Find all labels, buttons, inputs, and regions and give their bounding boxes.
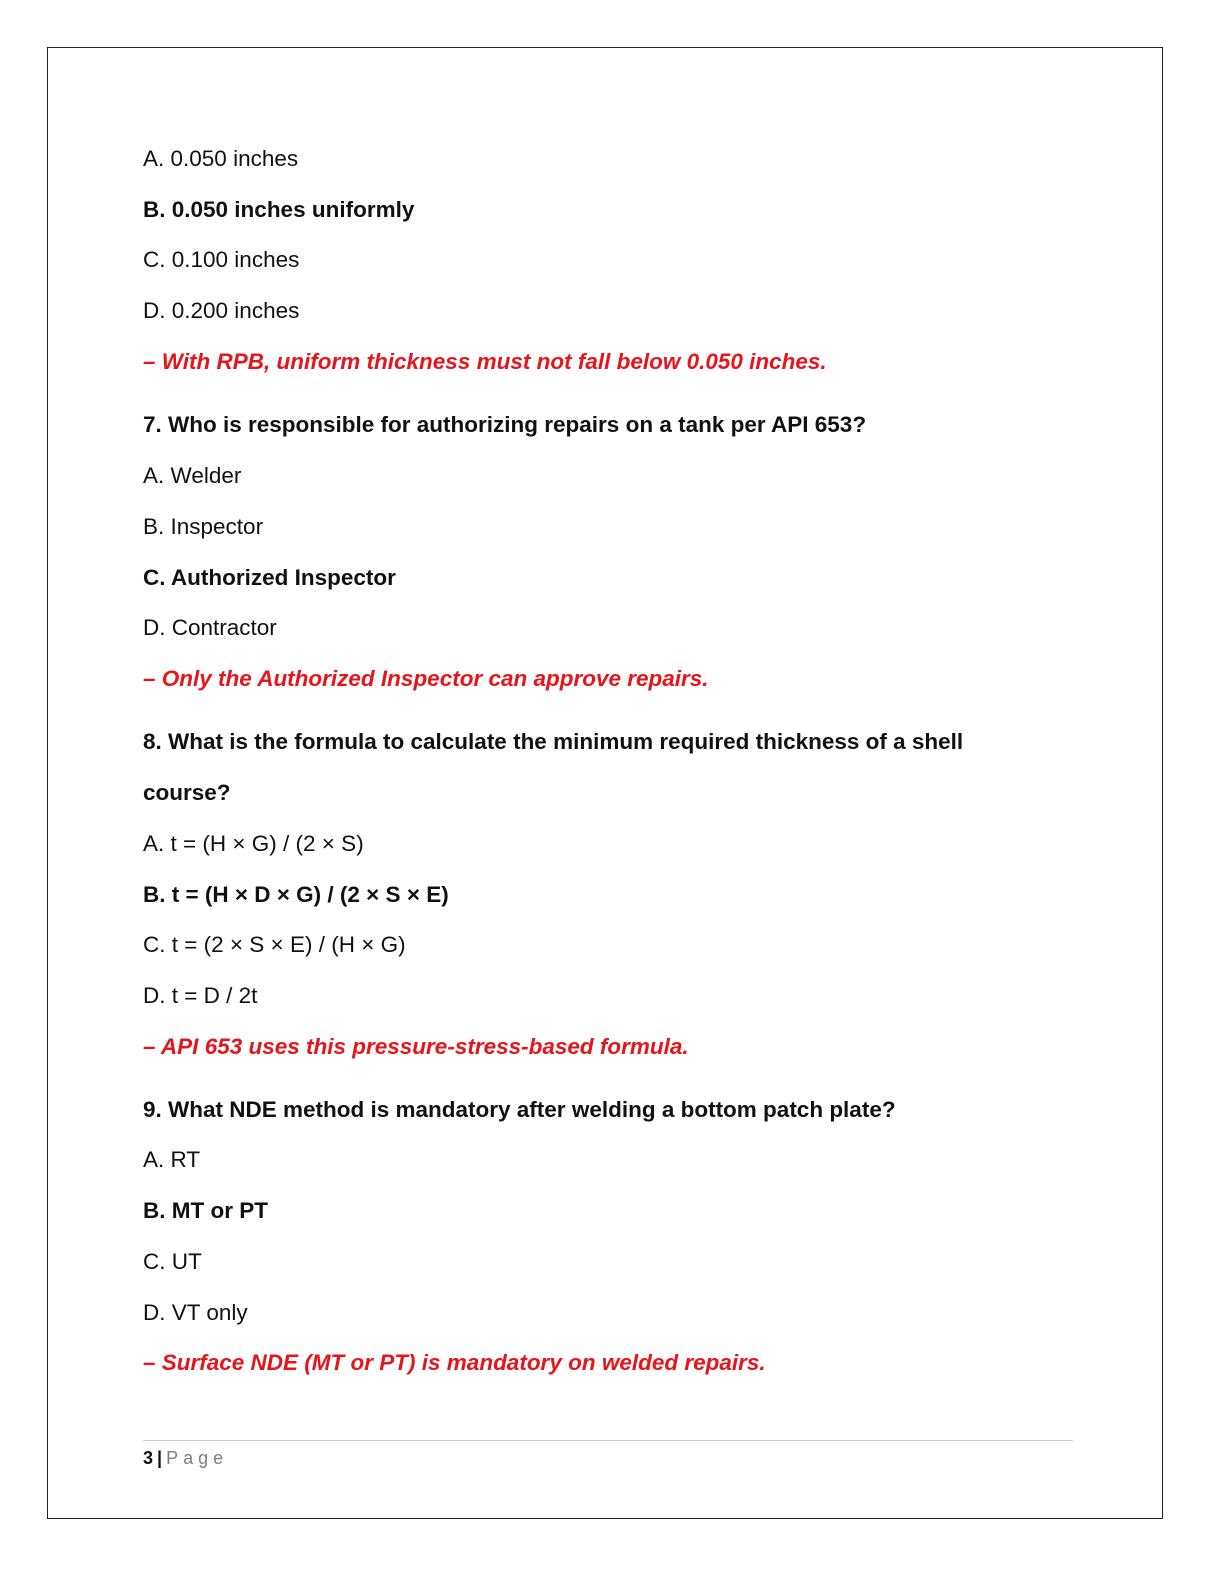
- q9-option-b-correct: B. MT or PT: [143, 1198, 268, 1223]
- q6-option-b-correct: B. 0.050 inches uniformly: [143, 197, 415, 222]
- q7-explanation: – Only the Authorized Inspector can approve repairs.: [143, 666, 709, 691]
- q9-question: 9. What NDE method is mandatory after welding a bottom patch plate?: [143, 1097, 896, 1122]
- q7-question: 7. Who is responsible for authorizing repairs on a tank per API 653?: [143, 412, 867, 437]
- q8-question-line1: 8. What is the formula to calculate the minimum required thickness of a shell: [143, 729, 964, 754]
- footer-separator: |: [157, 1448, 163, 1468]
- page-label: Page: [166, 1448, 229, 1468]
- q6-option-d: D. 0.200 inches: [143, 298, 300, 323]
- q9-explanation: – Surface NDE (MT or PT) is mandatory on welded repairs.: [143, 1350, 766, 1375]
- q7-option-c-correct: C. Authorized Inspector: [143, 565, 396, 590]
- q7-option-a: A. Welder: [143, 463, 242, 488]
- page-footer: [143, 1447, 228, 1469]
- q8-option-c: C. t = (2 × S × E) / (H × G): [143, 932, 406, 957]
- q9-option-c: C. UT: [143, 1249, 202, 1274]
- page-number: 3: [143, 1448, 154, 1468]
- q7-option-b: B. Inspector: [143, 514, 264, 539]
- q8-question-line2: course?: [143, 780, 231, 805]
- q6-option-a: A. 0.050 inches: [143, 146, 299, 171]
- q6-option-c: C. 0.100 inches: [143, 247, 300, 272]
- q8-option-a: A. t = (H × G) / (2 × S): [143, 831, 364, 856]
- q6-explanation: – With RPB, uniform thickness must not fall below 0.050 inches.: [143, 349, 827, 374]
- q8-explanation: – API 653 uses this pressure-stress-based formula.: [143, 1034, 689, 1059]
- q9-option-a: A. RT: [143, 1147, 201, 1172]
- q8-option-b-correct: B. t = (H × D × G) / (2 × S × E): [143, 882, 449, 907]
- q8-option-d: D. t = D / 2t: [143, 983, 258, 1008]
- footer-divider: [143, 1440, 1073, 1441]
- q7-option-d: D. Contractor: [143, 615, 277, 640]
- q9-option-d: D. VT only: [143, 1300, 248, 1325]
